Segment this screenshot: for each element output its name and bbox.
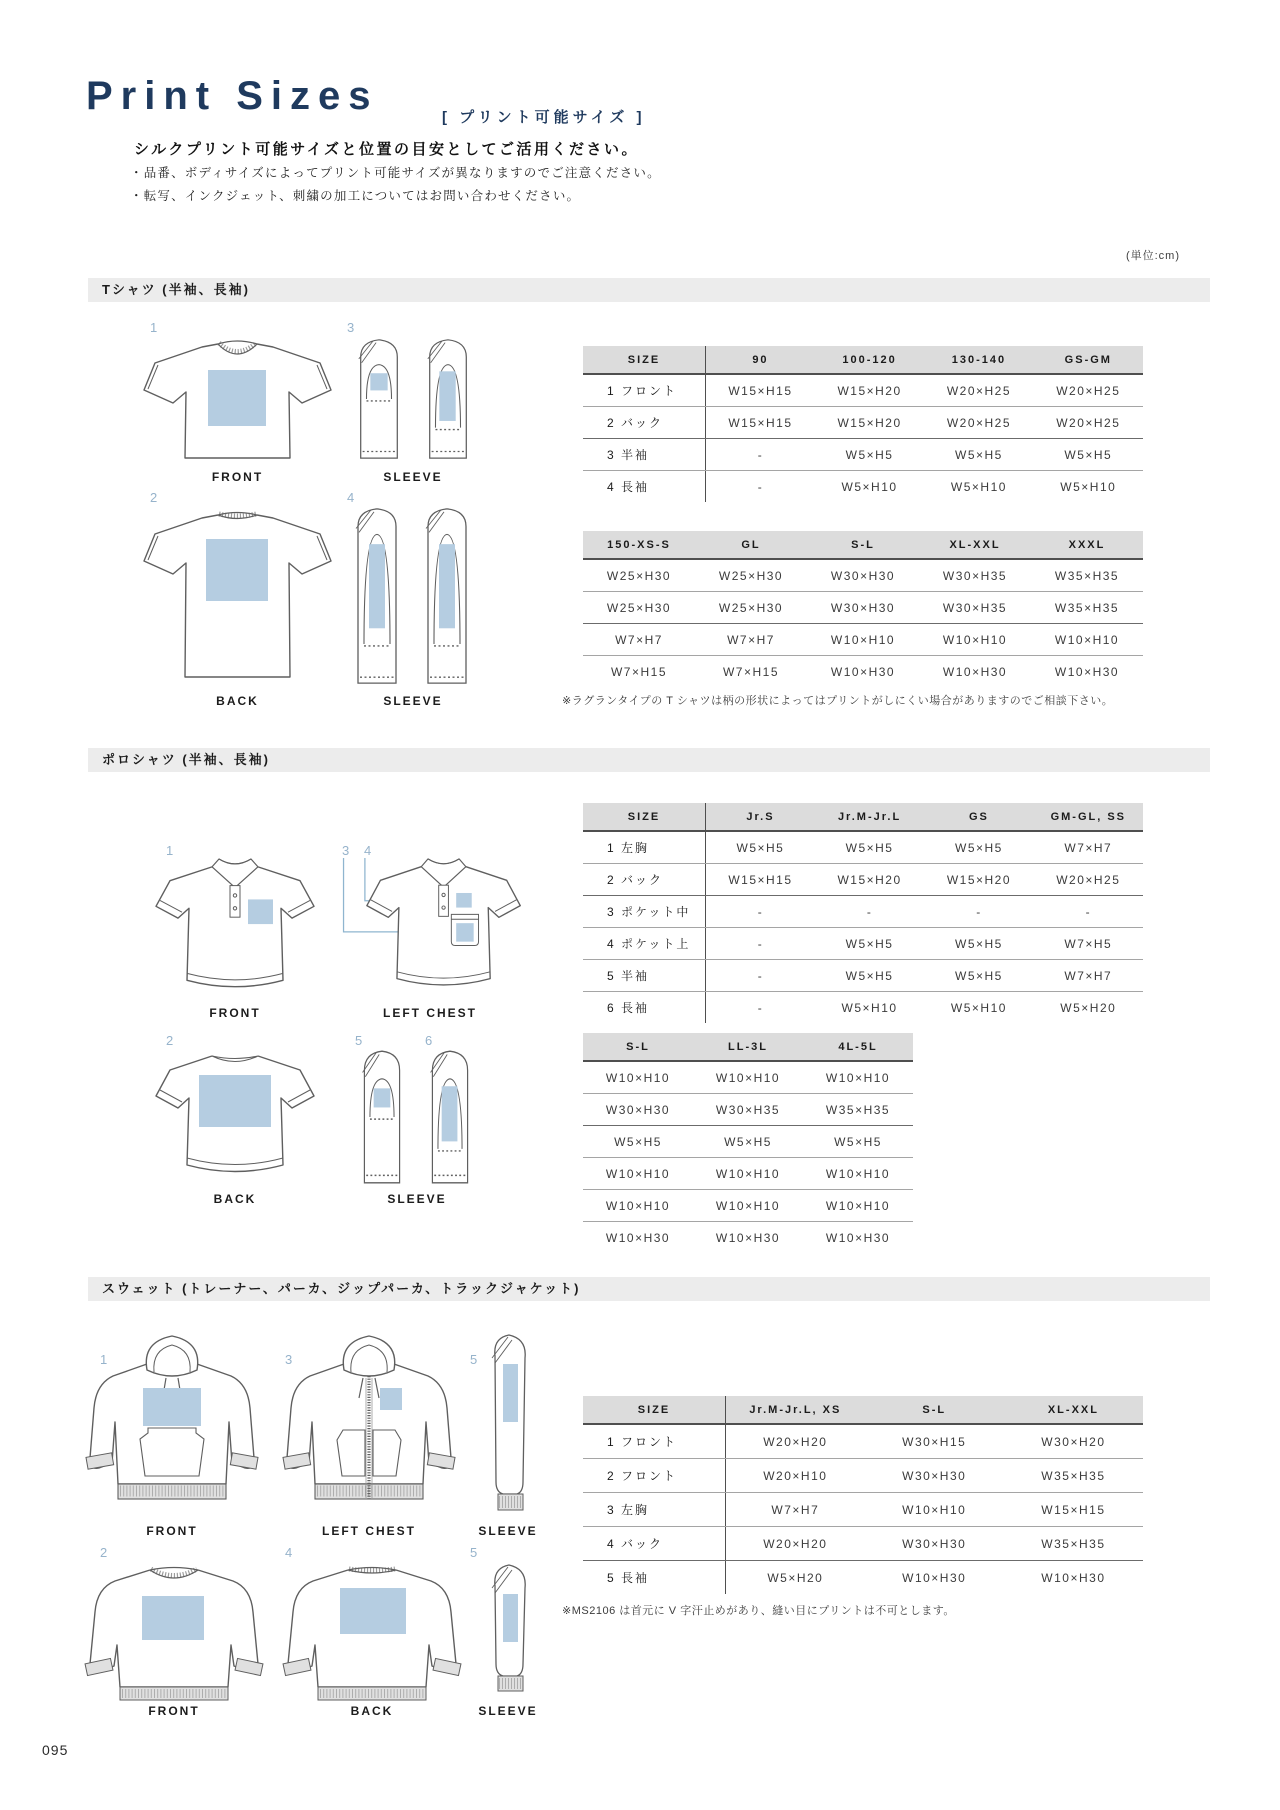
diagram-number: 1: [100, 1352, 109, 1367]
column-header: S-L: [807, 531, 919, 559]
diagram-number: 4: [285, 1545, 294, 1560]
column-header: SIZE: [583, 346, 706, 374]
diagram-caption: SLEEVE: [387, 1192, 447, 1206]
row-label-cell: 6 長袖: [583, 992, 706, 1024]
diagram-number: 5: [355, 1033, 364, 1048]
diagram-caption: SLEEVE: [478, 1524, 538, 1538]
diagram-number: 6: [425, 1033, 434, 1048]
zip-hoodie-illustration: [279, 1330, 459, 1522]
size-value-cell: W7×H7: [1034, 831, 1143, 864]
size-value-cell: W5×H10: [1060, 479, 1117, 494]
table-header-row: [583, 1033, 913, 1061]
print-area: [206, 539, 268, 601]
size-value-cell: W30×H35: [919, 592, 1031, 624]
diagram-number: 4: [347, 490, 356, 505]
size-value-cell: W7×H7: [695, 624, 807, 656]
table-row: [583, 1424, 1143, 1459]
size-value-cell: -: [706, 439, 815, 471]
table-row: [583, 1459, 1143, 1493]
unit-note: (単位:cm): [1125, 250, 1180, 262]
table-row: [583, 960, 1143, 992]
diagram-caption: FRONT: [209, 1006, 261, 1020]
print-area: [503, 1364, 518, 1422]
size-value-cell: W30×H30: [865, 1459, 1004, 1493]
print-area: [456, 923, 473, 941]
column-header: LL-3L: [693, 1033, 803, 1061]
table-row: [583, 831, 1143, 864]
diagram-caption: LEFT CHEST: [383, 1006, 477, 1020]
diagram-number: 2: [150, 490, 159, 505]
print-area: [370, 373, 387, 390]
size-value-cell: -: [757, 479, 764, 494]
polo-back-illustration: [146, 1047, 324, 1189]
size-value-cell: -: [706, 896, 815, 928]
size-value-cell: -: [706, 928, 815, 960]
section-title-sweat: スウェット (トレーナー、パーカ、ジップパーカ、トラックジャケット): [102, 1281, 581, 1296]
size-value-cell: W10×H10: [583, 1061, 693, 1094]
sweat-sleeve-illustration-top: [478, 1330, 536, 1522]
polo-left-chest-illustration: [328, 856, 530, 1002]
row-label-cell: 2 バック: [583, 407, 706, 439]
size-value-cell: W5×H5: [583, 1126, 693, 1158]
table-row: [583, 624, 1143, 656]
size-value-cell: W10×H10: [583, 1190, 693, 1222]
table-row: [583, 407, 1143, 439]
page-title: Print Sizes: [86, 74, 379, 118]
polo-sleeve-long-illustration: [425, 1047, 475, 1187]
polo-size-table-2: [583, 1033, 913, 1253]
size-value-cell: W5×H20: [767, 1570, 824, 1585]
size-value-cell: W30×H30: [807, 559, 919, 592]
diagram-caption: BACK: [216, 694, 259, 708]
row-label-cell: 5 半袖: [583, 960, 706, 992]
diagram-number: 1: [150, 320, 159, 335]
row-label-cell: 4 バック: [583, 1527, 726, 1561]
diagram-caption: SLEEVE: [478, 1704, 538, 1718]
table-row: [583, 1061, 913, 1094]
column-header: GM-GL, SS: [1034, 803, 1143, 831]
lead-text: シルクプリント可能サイズと位置の目安としてご活用ください。: [134, 141, 640, 158]
print-area: [142, 1596, 204, 1640]
column-header: GL: [695, 531, 807, 559]
size-value-cell: -: [706, 960, 815, 992]
print-area: [439, 371, 455, 421]
column-header: SIZE: [583, 803, 706, 831]
diagram-number: 5: [470, 1545, 479, 1560]
size-value-cell: W5×H5: [706, 831, 815, 864]
row-label-cell: 1 フロント: [583, 374, 706, 407]
sweat-sleeve-illustration-bottom: [478, 1560, 536, 1702]
tshirt-sleeve-short-illustration-b: [422, 336, 474, 462]
diagram-caption: FRONT: [211, 470, 264, 484]
size-value-cell: W35×H35: [803, 1094, 913, 1126]
size-value-cell: W5×H5: [924, 439, 1033, 471]
hoodie-front-illustration: [82, 1330, 262, 1522]
diagram-caption: LEFT CHEST: [322, 1524, 416, 1538]
size-value-cell: -: [924, 896, 1033, 928]
table-row: [583, 1094, 913, 1126]
table-row: [583, 1561, 1143, 1595]
size-value-cell: -: [1034, 896, 1143, 928]
print-area: [374, 1088, 391, 1107]
tshirt-sleeve-short-illustration: [353, 336, 405, 462]
size-value-cell: W5×H10: [841, 1000, 898, 1015]
table-row: [583, 1190, 913, 1222]
size-value-cell: -: [815, 896, 924, 928]
size-value-cell: W10×H10: [693, 1158, 803, 1190]
table-row: [583, 471, 1143, 503]
section-title-polo: ポロシャツ (半袖、長袖): [102, 752, 271, 767]
size-value-cell: W25×H30: [695, 592, 807, 624]
size-value-cell: W20×H25: [924, 407, 1033, 439]
table-row: [583, 656, 1143, 688]
size-value-cell: W7×H15: [610, 664, 668, 679]
size-value-cell: W20×H25: [1034, 374, 1143, 407]
size-value-cell: W10×H30: [825, 1230, 891, 1245]
column-header: XL-XXL: [919, 531, 1031, 559]
table-header-row: [583, 346, 1143, 374]
crew-sweat-front-illustration: [80, 1560, 268, 1702]
size-value-cell: W7×H5: [1034, 928, 1143, 960]
size-value-cell: W10×H10: [807, 624, 919, 656]
size-value-cell: W10×H30: [942, 664, 1008, 679]
column-header: GS-GM: [1034, 346, 1143, 374]
size-value-cell: W10×H10: [693, 1190, 803, 1222]
polo-size-table-1: [583, 803, 1143, 1023]
size-value-cell: W7×H7: [583, 624, 695, 656]
print-area: [442, 1086, 458, 1141]
header-note-1: ・品番、ボディサイズによってプリント可能サイズが異なりますのでご注意ください。: [130, 166, 661, 180]
table-row: [583, 864, 1143, 896]
size-value-cell: W30×H30: [583, 1094, 693, 1126]
size-value-cell: W15×H15: [706, 407, 815, 439]
tshirt-front-illustration: [140, 334, 335, 464]
size-value-cell: W25×H30: [695, 559, 807, 592]
size-value-cell: W20×H10: [726, 1459, 865, 1493]
size-value-cell: W15×H15: [1004, 1493, 1143, 1527]
size-value-cell: W35×H35: [1031, 592, 1143, 624]
column-header: GS: [924, 803, 1033, 831]
size-value-cell: W5×H10: [950, 479, 1007, 494]
size-value-cell: W10×H10: [583, 1158, 693, 1190]
diagram-number: 3: [347, 320, 356, 335]
table-row: [583, 928, 1143, 960]
size-value-cell: W15×H15: [706, 374, 815, 407]
row-label-cell: 2 バック: [583, 864, 706, 896]
size-value-cell: W15×H20: [815, 374, 924, 407]
table-row: [583, 1126, 913, 1158]
column-header: XL-XXL: [1004, 1396, 1143, 1424]
size-value-cell: W5×H5: [815, 831, 924, 864]
print-area: [503, 1594, 518, 1642]
header-note-2: ・転写、インクジェット、刺繍の加工についてはお問い合わせください。: [130, 189, 581, 203]
print-area: [208, 370, 266, 426]
size-value-cell: W20×H25: [1034, 864, 1143, 896]
tshirt-sleeve-long-illustration-b: [420, 505, 474, 687]
size-value-cell: -: [757, 1000, 764, 1015]
tshirt-back-illustration: [140, 505, 335, 683]
size-value-cell: W30×H35: [693, 1094, 803, 1126]
polo-front-illustration: [146, 856, 324, 1004]
size-value-cell: W15×H20: [815, 407, 924, 439]
diagram-number: 2: [100, 1545, 109, 1560]
diagram-number: 3: [285, 1352, 294, 1367]
section-title-tshirt: Tシャツ (半袖、長袖): [102, 282, 250, 297]
size-value-cell: W10×H10: [803, 1061, 913, 1094]
tshirt-size-table-1: [583, 346, 1143, 502]
tshirt-size-table-2: [583, 531, 1143, 687]
column-header: 100-120: [815, 346, 924, 374]
size-value-cell: W5×H5: [924, 928, 1033, 960]
size-value-cell: W30×H30: [865, 1527, 1004, 1561]
size-value-cell: W10×H30: [1054, 664, 1120, 679]
size-value-cell: W10×H30: [902, 1570, 967, 1585]
section-bar-sweat: [88, 1277, 1210, 1301]
row-label-cell: 3 左胸: [583, 1493, 726, 1527]
size-value-cell: W10×H10: [919, 624, 1031, 656]
table-row: [583, 439, 1143, 471]
sweat-size-table: [583, 1396, 1143, 1594]
size-value-cell: W5×H5: [1034, 439, 1143, 471]
size-value-cell: W10×H10: [865, 1493, 1004, 1527]
size-value-cell: W10×H30: [1041, 1570, 1106, 1585]
size-value-cell: W5×H5: [924, 960, 1033, 992]
table-header-row: [583, 531, 1143, 559]
size-value-cell: W15×H15: [706, 864, 815, 896]
column-header: Jr.M-Jr.L: [815, 803, 924, 831]
column-header: XXXL: [1031, 531, 1143, 559]
column-header: S-L: [583, 1033, 693, 1061]
size-value-cell: W10×H30: [715, 1230, 781, 1245]
print-area: [340, 1588, 406, 1634]
size-value-cell: W20×H20: [726, 1527, 865, 1561]
row-label-cell: 1 フロント: [583, 1424, 726, 1459]
size-value-cell: W5×H5: [693, 1126, 803, 1158]
diagram-caption: SLEEVE: [383, 694, 443, 708]
size-value-cell: W10×H10: [1031, 624, 1143, 656]
tshirt-footnote: ※ラグランタイプの T シャツは柄の形状によってはプリントがしにくい場合がありますのでご相談下さい。: [562, 695, 1114, 707]
sweat-footnote: ※MS2106 は首元に V 字汗止めがあり、縫い目にプリントは不可とします。: [562, 1605, 955, 1617]
row-label-cell: 3 半袖: [583, 439, 706, 471]
size-value-cell: W10×H30: [830, 664, 896, 679]
size-value-cell: W30×H30: [807, 592, 919, 624]
column-header: 90: [706, 346, 815, 374]
print-area: [439, 544, 455, 628]
row-label-cell: 2 フロント: [583, 1459, 726, 1493]
size-value-cell: W5×H5: [803, 1126, 913, 1158]
size-value-cell: W35×H35: [1031, 559, 1143, 592]
print-area: [369, 544, 385, 628]
size-value-cell: W5×H5: [815, 928, 924, 960]
row-label-cell: 1 左胸: [583, 831, 706, 864]
column-header: 150-XS-S: [583, 531, 695, 559]
size-value-cell: W5×H10: [841, 479, 898, 494]
diagram-caption: BACK: [350, 1704, 394, 1718]
diagram-caption: BACK: [213, 1192, 257, 1206]
polo-sleeve-short-illustration: [357, 1047, 407, 1187]
table-row: [583, 559, 1143, 592]
size-value-cell: W15×H20: [815, 864, 924, 896]
size-value-cell: W30×H15: [865, 1424, 1004, 1459]
size-value-cell: W10×H10: [803, 1158, 913, 1190]
column-header: S-L: [865, 1396, 1004, 1424]
size-value-cell: W5×H5: [924, 831, 1033, 864]
diagram-number: 5: [470, 1352, 479, 1367]
row-label-cell: 3 ポケット中: [583, 896, 706, 928]
size-value-cell: W5×H20: [1060, 1000, 1117, 1015]
size-value-cell: W30×H20: [1004, 1424, 1143, 1459]
diagram-caption: FRONT: [146, 1524, 198, 1538]
column-header: 130-140: [924, 346, 1033, 374]
table-row: [583, 1493, 1143, 1527]
size-value-cell: W7×H15: [722, 664, 780, 679]
size-value-cell: W10×H10: [693, 1061, 803, 1094]
size-value-cell: W5×H5: [815, 439, 924, 471]
print-area: [456, 893, 472, 908]
print-area: [248, 899, 273, 924]
diagram-caption: SLEEVE: [383, 470, 443, 484]
size-value-cell: W30×H35: [919, 559, 1031, 592]
table-row: [583, 374, 1143, 407]
print-area: [380, 1388, 402, 1410]
column-header: Jr.M-Jr.L, XS: [726, 1396, 865, 1424]
size-value-cell: W20×H25: [1034, 407, 1143, 439]
row-label-cell: 5 長袖: [583, 1561, 726, 1595]
size-value-cell: W7×H7: [1034, 960, 1143, 992]
size-value-cell: W15×H20: [924, 864, 1033, 896]
diagram-number: 4: [364, 843, 373, 858]
table-row: [583, 1222, 913, 1254]
table-row: [583, 592, 1143, 624]
tshirt-sleeve-long-illustration: [350, 505, 404, 687]
print-area: [143, 1388, 201, 1426]
print-area: [199, 1075, 271, 1127]
table-header-row: [583, 1396, 1143, 1424]
row-label-cell: 4 長袖: [583, 471, 706, 503]
row-label-cell: 4 ポケット上: [583, 928, 706, 960]
size-value-cell: W5×H10: [950, 1000, 1007, 1015]
table-row: [583, 896, 1143, 928]
size-value-cell: W5×H5: [815, 960, 924, 992]
size-value-cell: W20×H20: [726, 1424, 865, 1459]
page-subtitle: [ プリント可能サイズ ]: [442, 109, 646, 126]
page-number: 095: [42, 1742, 69, 1758]
table-header-row: [583, 803, 1143, 831]
size-value-cell: W7×H7: [726, 1493, 865, 1527]
size-value-cell: W10×H30: [605, 1230, 671, 1245]
section-bar-polo: [88, 748, 1210, 772]
size-value-cell: W20×H25: [924, 374, 1033, 407]
diagram-number: 1: [166, 843, 175, 858]
column-header: 4L-5L: [803, 1033, 913, 1061]
size-value-cell: W35×H35: [1004, 1459, 1143, 1493]
size-value-cell: W25×H30: [583, 559, 695, 592]
diagram-number: 2: [166, 1033, 175, 1048]
table-row: [583, 992, 1143, 1024]
diagram-number: 3: [342, 843, 351, 858]
size-value-cell: W10×H10: [803, 1190, 913, 1222]
section-bar-tshirt: [88, 278, 1210, 302]
table-row: [583, 1527, 1143, 1561]
size-value-cell: W35×H35: [1004, 1527, 1143, 1561]
crew-sweat-back-illustration: [278, 1560, 466, 1702]
diagram-caption: FRONT: [148, 1704, 200, 1718]
size-value-cell: W25×H30: [583, 592, 695, 624]
table-row: [583, 1158, 913, 1190]
column-header: Jr.S: [706, 803, 815, 831]
column-header: SIZE: [583, 1396, 726, 1424]
